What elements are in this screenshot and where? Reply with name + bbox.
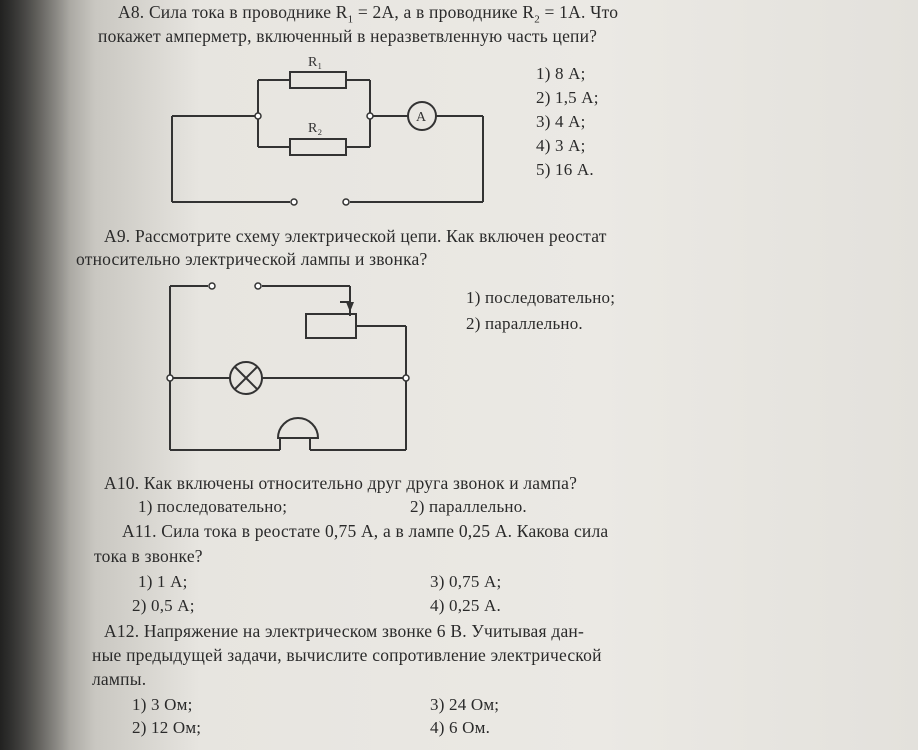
a12-option-2: 2) 12 Ом; bbox=[132, 718, 202, 737]
a9-option-2: 2) параллельно. bbox=[466, 314, 583, 333]
bell bbox=[278, 418, 318, 438]
a11-question-line1: A11. Сила тока в реостате 0,75 А, а в лампе 0,25 А. Какова сила bbox=[122, 521, 609, 541]
a8-question-line2: покажет амперметр, включенный в неразветвленную часть цепи? bbox=[98, 26, 598, 46]
a8-option-5: 5) 16 А. bbox=[536, 160, 594, 179]
a9-question-line2: относительно электрической лампы и звонка? bbox=[76, 249, 428, 269]
a12-option-3: 3) 24 Ом; bbox=[430, 695, 500, 714]
a9-question-line1: A9. Рассмотрите схему электрической цепи. Как включен реостат bbox=[104, 226, 607, 246]
switch-contact-right bbox=[343, 199, 349, 205]
a12-option-1: 1) 3 Ом; bbox=[132, 695, 193, 714]
a10-option-2: 2) параллельно. bbox=[410, 497, 527, 516]
resistor-r1 bbox=[290, 72, 346, 88]
a8-circuit-diagram bbox=[150, 50, 510, 220]
a11-question-line2: тока в звонке? bbox=[94, 546, 203, 566]
resistor-r2 bbox=[290, 139, 346, 155]
a10-question: A10. Как включены относительно друг друга звонок и лампа? bbox=[104, 473, 578, 493]
a8-question-line1: A8. Сила тока в проводнике $R_1 = 2A$, а в проводнике $R_2 = 1A$. Что bbox=[118, 2, 619, 26]
a11-option-3: 3) 0,75 А; bbox=[430, 572, 502, 591]
a12-question-line3: лампы. bbox=[92, 669, 147, 689]
ammeter-label: A bbox=[416, 110, 427, 125]
r2-label: R₂ bbox=[308, 121, 323, 136]
a8-option-1: 1) 8 А; bbox=[536, 64, 586, 83]
a12-question-line2: ные предыдущей задачи, вычислите сопротивление электрической bbox=[92, 645, 602, 665]
a11-option-1: 1) 1 А; bbox=[138, 572, 188, 591]
a11-option-4: 4) 0,25 А. bbox=[430, 596, 501, 615]
a12-question-line1: A12. Напряжение на электрическом звонке 6 В. Учитывая дан- bbox=[104, 621, 585, 641]
r1-label: R₁ bbox=[308, 55, 323, 70]
switch-contact-right bbox=[255, 283, 261, 289]
a11-option-2: 2) 0,5 А; bbox=[132, 596, 195, 615]
rheostat bbox=[306, 314, 356, 338]
page-binding-shadow bbox=[0, 0, 70, 750]
switch-contact-left bbox=[291, 199, 297, 205]
a8-option-2: 2) 1,5 А; bbox=[536, 88, 599, 107]
a10-option-1: 1) последовательно; bbox=[138, 497, 288, 516]
a8-option-4: 4) 3 А; bbox=[536, 136, 586, 155]
switch-contact-left bbox=[209, 283, 215, 289]
a9-option-1: 1) последовательно; bbox=[466, 288, 616, 307]
a9-circuit-diagram bbox=[150, 272, 420, 467]
a12-option-4: 4) 6 Ом. bbox=[430, 718, 491, 737]
a8-option-3: 3) 4 А; bbox=[536, 112, 586, 131]
